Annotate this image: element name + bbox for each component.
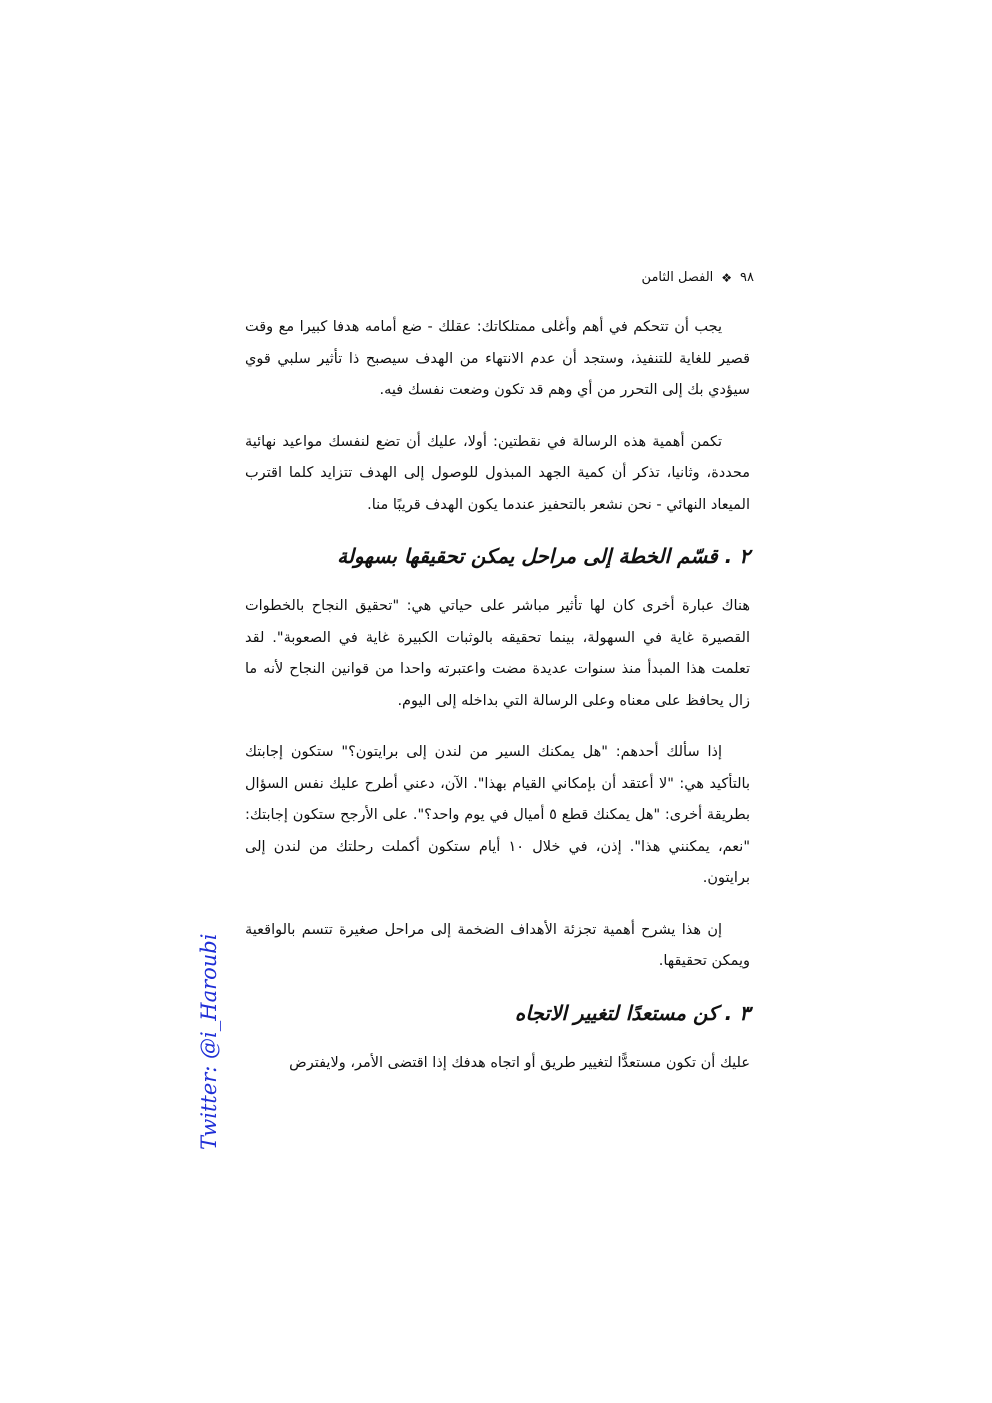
chapter-title: الفصل الثامن xyxy=(641,270,714,285)
paragraph: إن هذا يشرح أهمية تجزئة الأهداف الضخمة إلى مراحل صغيرة تتسم بالواقعية ويمكن تحقيقها. xyxy=(245,921,750,969)
page-content xyxy=(245,312,750,1099)
paragraph: إذا سألك أحدهم: "هل يمكنك السير من لندن إلى برايتون؟" ستكون إجابتك بالتأكيد هي: "لا أعتقد أن بإمكاني القيام بهذا". الآن، دعني أطرح عليك نفس السؤال بطريقة أخرى: "هل يمكنك قطع ٥ أميال في يوم واحد؟". على الأرجح ستكون إجابتك: "نعم، يمكنني هذا". إذن، في خلال ١٠ أيام ستكون أكملت رحلتك من لندن إلى برايتون. xyxy=(245,744,750,886)
paragraph: تكمن أهمية هذه الرسالة في نقطتين: أولا، عليك أن تضع لنفسك مواعيد نهائية محددة، وثانيا، تذكر أن كمية الجهد المبذول للوصول إلى الهدف تتزايد كلما اقترب الميعاد النهائي - نحن نشعر بالتحفيز عندما يكون الهدف قريبًا منا. xyxy=(245,433,750,513)
watermark: Twitter: @i_Haroubi xyxy=(197,933,221,1150)
running-header xyxy=(234,270,754,285)
ornament-icon: ❖ xyxy=(721,270,733,285)
section-heading: ٣ . كن مستعدًا لتغيير الاتجاه xyxy=(514,1000,750,1025)
paragraph: يجب أن تتحكم في أهم وأغلى ممتلكاتك: عقلك - ضع أمامه هدفا كبيرا مع وقت قصير للغاية للتنفيذ، وستجد أن عدم الانتهاء من الهدف سيصبح ذا تأثير سلبي قوي سيؤدي بك إلى التحرر من أي وهم قد تكون وضعت نفسك فيه. xyxy=(245,319,750,398)
page-number: ٩٨ xyxy=(740,270,754,285)
paragraph: عليك أن تكون مستعدًّا لتغيير طريق أو اتجاه هدفك إذا اقتضى الأمر، ولايفترض xyxy=(289,1054,750,1071)
section-heading: ٢ . قسّم الخطة إلى مراحل يمكن تحقيقها بسهولة xyxy=(337,544,750,568)
paragraph: هناك عبارة أخرى كان لها تأثير مباشر على حياتي هي: "تحقيق النجاح بالخطوات القصيرة غاية في السهولة، بينما تحقيقه بالوثبات الكبيرة غاية في الصعوبة". لقد تعلمت هذا المبدأ منذ سنوات عديدة مضت واعتبرته واحدا من قوانين النجاح لأنه ما زال يحافظ على معناه وعلى الرسالة التي بداخله إلى اليوم. xyxy=(245,598,750,709)
